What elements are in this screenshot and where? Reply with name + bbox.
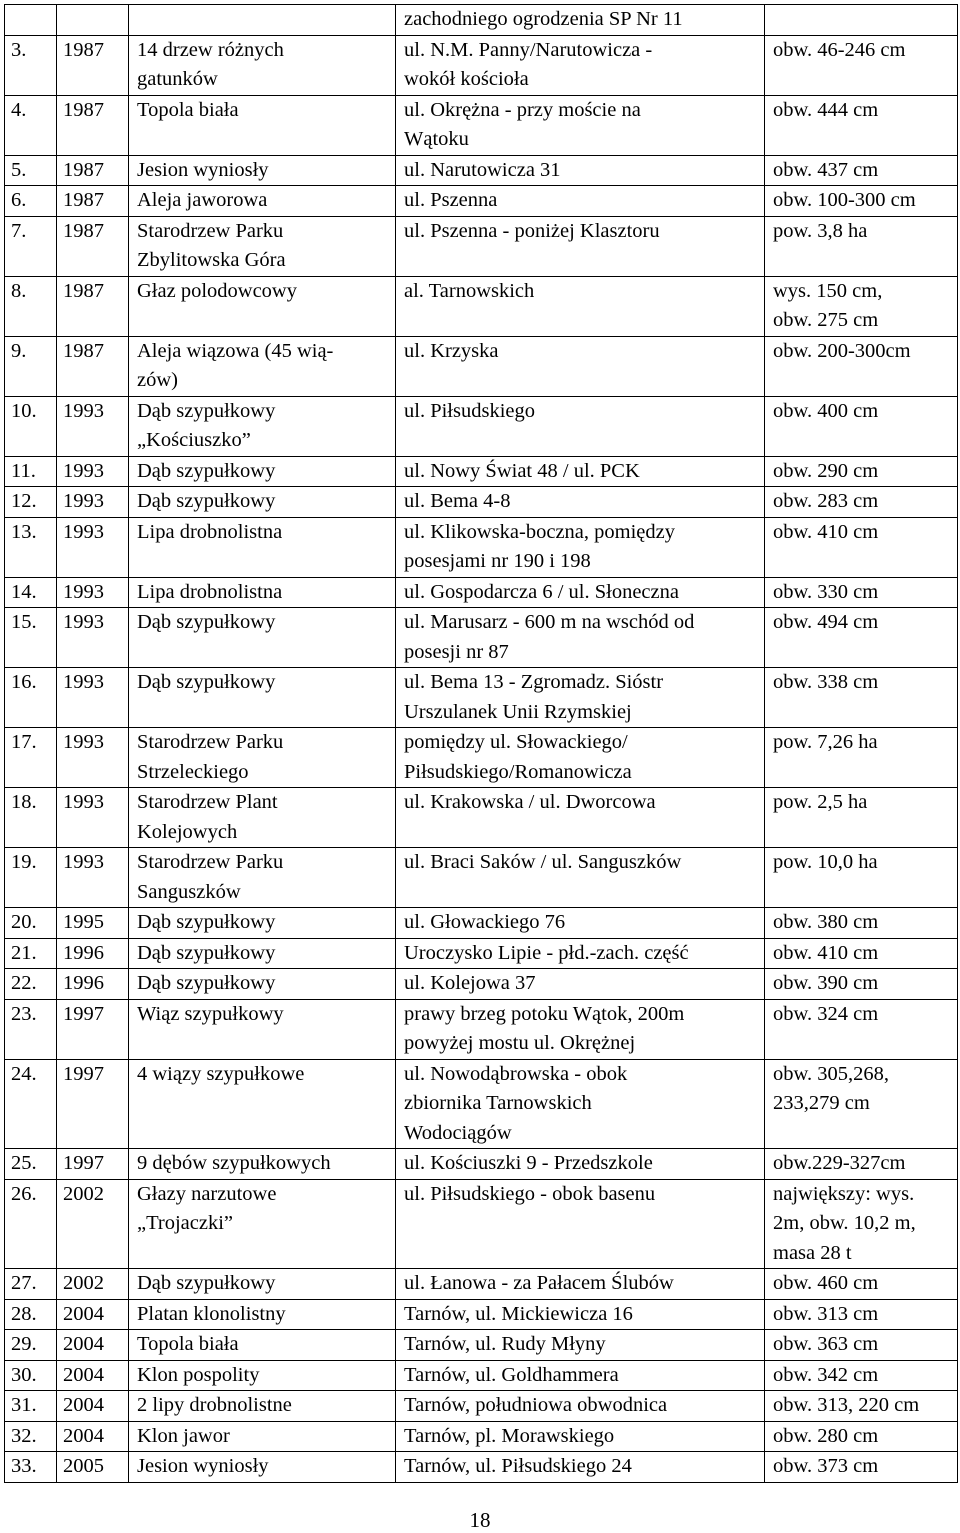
monument-name-cell [129,5,396,36]
dimensions-cell: pow. 7,26 ha [765,728,958,788]
dimensions-cell: obw. 330 cm [765,577,958,608]
table-row [5,5,958,36]
dimensions-cell: obw. 338 cm [765,668,958,728]
monuments-table-container [4,4,957,1483]
row-number-cell: 22. [5,969,57,1000]
location-cell: Uroczysko Lipie - płd.-zach. część [396,938,765,969]
year-cell: 1993 [57,456,129,487]
monument-name-cell: 14 drzew różnych gatunków [129,35,396,95]
year-cell: 1997 [57,1059,129,1149]
location-cell: ul. Gospodarcza 6 / ul. Słoneczna [396,577,765,608]
dimensions-cell: obw. 400 cm [765,396,958,456]
year-cell: 1987 [57,276,129,336]
location-cell: ul. Pszenna [396,186,765,217]
dimensions-cell: obw. 342 cm [765,1360,958,1391]
monument-name-cell: Aleja jaworowa [129,186,396,217]
monument-name-cell: Dąb szypułkowy [129,487,396,518]
dimensions-cell: obw. 283 cm [765,487,958,518]
location-cell: ul. Łanowa - za Pałacem Ślubów [396,1269,765,1300]
year-cell: 1993 [57,608,129,668]
year-cell: 2002 [57,1179,129,1269]
table-body [5,5,958,1483]
location-cell: Tarnów, południowa obwodnica [396,1391,765,1422]
table-row [5,517,958,577]
dimensions-cell: obw. 460 cm [765,1269,958,1300]
monument-name-cell: Dąb szypułkowy [129,668,396,728]
row-number-cell: 8. [5,276,57,336]
dimensions-cell: obw. 380 cm [765,908,958,939]
row-number-cell: 4. [5,95,57,155]
table-row [5,155,958,186]
year-cell: 1993 [57,396,129,456]
location-cell: ul. Bema 4-8 [396,487,765,518]
location-cell: ul. Nowodąbrowska - obok zbiornika Tarnowskich Wodociągów [396,1059,765,1149]
dimensions-cell: obw. 46-246 cm [765,35,958,95]
location-cell: ul. Pszenna - poniżej Klasztoru [396,216,765,276]
location-cell: Tarnów, ul. Goldhammera [396,1360,765,1391]
table-row [5,276,958,336]
dimensions-cell: największy: wys. 2m, obw. 10,2 m, masa 28 t [765,1179,958,1269]
table-row [5,1299,958,1330]
table-row [5,1179,958,1269]
year-cell: 1987 [57,186,129,217]
monument-name-cell: Głazy narzutowe „Trojaczki” [129,1179,396,1269]
year-cell: 2004 [57,1330,129,1361]
table-row [5,1421,958,1452]
monument-name-cell: Starodrzew Parku Sanguszków [129,848,396,908]
monument-name-cell: Głaz polodowcowy [129,276,396,336]
row-number-cell: 7. [5,216,57,276]
row-number-cell: 14. [5,577,57,608]
dimensions-cell: wys. 150 cm, obw. 275 cm [765,276,958,336]
year-cell: 1993 [57,668,129,728]
monument-name-cell: Klon jawor [129,1421,396,1452]
row-number-cell: 33. [5,1452,57,1483]
location-cell: ul. Braci Saków / ul. Sanguszków [396,848,765,908]
year-cell: 1987 [57,95,129,155]
dimensions-cell: obw. 290 cm [765,456,958,487]
location-cell: ul. Bema 13 - Zgromadz. Sióstr Urszulanek Unii Rzymskiej [396,668,765,728]
year-cell: 1993 [57,517,129,577]
row-number-cell: 19. [5,848,57,908]
year-cell: 1997 [57,1149,129,1180]
location-cell: ul. Marusarz - 600 m na wschód od posesji nr 87 [396,608,765,668]
table-row [5,848,958,908]
row-number-cell: 9. [5,336,57,396]
location-cell: al. Tarnowskich [396,276,765,336]
location-cell: ul. Klikowska-boczna, pomiędzy posesjami nr 190 i 198 [396,517,765,577]
table-row [5,1149,958,1180]
table-row [5,1330,958,1361]
row-number-cell: 20. [5,908,57,939]
monument-name-cell: Starodrzew Plant Kolejowych [129,788,396,848]
dimensions-cell: obw. 410 cm [765,938,958,969]
table-row [5,788,958,848]
row-number-cell: 13. [5,517,57,577]
dimensions-cell: pow. 3,8 ha [765,216,958,276]
dimensions-cell: obw. 373 cm [765,1452,958,1483]
row-number-cell: 17. [5,728,57,788]
monument-name-cell: Dąb szypułkowy [129,908,396,939]
dimensions-cell: obw. 494 cm [765,608,958,668]
dimensions-cell: obw. 313 cm [765,1299,958,1330]
location-cell: ul. Krzyska [396,336,765,396]
row-number-cell: 3. [5,35,57,95]
row-number-cell [5,5,57,36]
row-number-cell: 5. [5,155,57,186]
row-number-cell: 28. [5,1299,57,1330]
location-cell: Tarnów, ul. Mickiewicza 16 [396,1299,765,1330]
dimensions-cell: pow. 10,0 ha [765,848,958,908]
table-row [5,728,958,788]
year-cell: 2005 [57,1452,129,1483]
year-cell: 2004 [57,1421,129,1452]
row-number-cell: 15. [5,608,57,668]
row-number-cell: 31. [5,1391,57,1422]
table-row [5,1452,958,1483]
location-cell: ul. Narutowicza 31 [396,155,765,186]
row-number-cell: 16. [5,668,57,728]
table-row [5,1391,958,1422]
row-number-cell: 24. [5,1059,57,1149]
year-cell: 1993 [57,487,129,518]
monument-name-cell: Platan klonolistny [129,1299,396,1330]
year-cell: 1995 [57,908,129,939]
table-row [5,35,958,95]
monument-name-cell: Dąb szypułkowy [129,608,396,668]
page-number: 18 [469,1508,491,1532]
dimensions-cell: obw.229-327cm [765,1149,958,1180]
row-number-cell: 26. [5,1179,57,1269]
dimensions-cell: obw. 363 cm [765,1330,958,1361]
monument-name-cell: Jesion wyniosły [129,155,396,186]
dimensions-cell: obw. 200-300cm [765,336,958,396]
dimensions-cell: obw. 444 cm [765,95,958,155]
year-cell: 2004 [57,1360,129,1391]
location-cell: ul. Krakowska / ul. Dworcowa [396,788,765,848]
location-cell: pomiędzy ul. Słowackiego/ Piłsudskiego/Romanowicza [396,728,765,788]
row-number-cell: 18. [5,788,57,848]
table-row [5,577,958,608]
location-cell: ul. Okrężna - przy moście na Wątoku [396,95,765,155]
table-row [5,1059,958,1149]
location-cell: ul. Kościuszki 9 - Przedszkole [396,1149,765,1180]
table-row [5,487,958,518]
dimensions-cell: obw. 324 cm [765,999,958,1059]
year-cell [57,5,129,36]
monument-name-cell: 9 dębów szypułkowych [129,1149,396,1180]
monument-name-cell: 2 lipy drobnolistne [129,1391,396,1422]
year-cell: 1996 [57,969,129,1000]
row-number-cell: 11. [5,456,57,487]
location-cell: prawy brzeg potoku Wątok, 200m powyżej mostu ul. Okrężnej [396,999,765,1059]
monument-name-cell: Klon pospolity [129,1360,396,1391]
monument-name-cell: Topola biała [129,1330,396,1361]
year-cell: 1993 [57,577,129,608]
location-cell: ul. N.M. Panny/Narutowicza - wokół kościoła [396,35,765,95]
table-row [5,95,958,155]
table-row [5,668,958,728]
row-number-cell: 27. [5,1269,57,1300]
table-row [5,216,958,276]
row-number-cell: 12. [5,487,57,518]
location-cell: ul. Piłsudskiego [396,396,765,456]
nature-monuments-table [4,4,958,1483]
year-cell: 1997 [57,999,129,1059]
table-row [5,908,958,939]
table-row [5,969,958,1000]
year-cell: 1993 [57,788,129,848]
location-cell: ul. Piłsudskiego - obok basenu [396,1179,765,1269]
table-row [5,1360,958,1391]
dimensions-cell: pow. 2,5 ha [765,788,958,848]
year-cell: 2004 [57,1299,129,1330]
monument-name-cell: Dąb szypułkowy [129,456,396,487]
table-row [5,186,958,217]
monument-name-cell: Dąb szypułkowy „Kościuszko” [129,396,396,456]
year-cell: 1996 [57,938,129,969]
monument-name-cell: Aleja wiązowa (45 wią- zów) [129,336,396,396]
year-cell: 2002 [57,1269,129,1300]
location-cell: zachodniego ogrodzenia SP Nr 11 [396,5,765,36]
monument-name-cell: Jesion wyniosły [129,1452,396,1483]
monument-name-cell: Dąb szypułkowy [129,969,396,1000]
location-cell: Tarnów, ul. Rudy Młyny [396,1330,765,1361]
monument-name-cell: Dąb szypułkowy [129,938,396,969]
dimensions-cell [765,5,958,36]
location-cell: Tarnów, ul. Piłsudskiego 24 [396,1452,765,1483]
dimensions-cell: obw. 410 cm [765,517,958,577]
row-number-cell: 21. [5,938,57,969]
row-number-cell: 23. [5,999,57,1059]
table-row [5,999,958,1059]
table-row [5,608,958,668]
table-row [5,456,958,487]
monument-name-cell: Topola biała [129,95,396,155]
location-cell: ul. Nowy Świat 48 / ul. PCK [396,456,765,487]
year-cell: 1987 [57,155,129,186]
dimensions-cell: obw. 100-300 cm [765,186,958,217]
row-number-cell: 29. [5,1330,57,1361]
year-cell: 1987 [57,216,129,276]
row-number-cell: 32. [5,1421,57,1452]
year-cell: 1993 [57,728,129,788]
monument-name-cell: Wiąz szypułkowy [129,999,396,1059]
location-cell: ul. Kolejowa 37 [396,969,765,1000]
monument-name-cell: Dąb szypułkowy [129,1269,396,1300]
location-cell: Tarnów, pl. Morawskiego [396,1421,765,1452]
dimensions-cell: obw. 305,268, 233,279 cm [765,1059,958,1149]
row-number-cell: 30. [5,1360,57,1391]
year-cell: 1993 [57,848,129,908]
table-row [5,938,958,969]
table-row [5,396,958,456]
year-cell: 2004 [57,1391,129,1422]
monument-name-cell: Starodrzew Parku Strzeleckiego [129,728,396,788]
dimensions-cell: obw. 313, 220 cm [765,1391,958,1422]
monument-name-cell: Starodrzew Parku Zbylitowska Góra [129,216,396,276]
row-number-cell: 25. [5,1149,57,1180]
monument-name-cell: Lipa drobnolistna [129,517,396,577]
dimensions-cell: obw. 390 cm [765,969,958,1000]
year-cell: 1987 [57,336,129,396]
table-row [5,336,958,396]
year-cell: 1987 [57,35,129,95]
dimensions-cell: obw. 280 cm [765,1421,958,1452]
monument-name-cell: Lipa drobnolistna [129,577,396,608]
location-cell: ul. Głowackiego 76 [396,908,765,939]
row-number-cell: 6. [5,186,57,217]
row-number-cell: 10. [5,396,57,456]
monument-name-cell: 4 wiązy szypułkowe [129,1059,396,1149]
dimensions-cell: obw. 437 cm [765,155,958,186]
table-row [5,1269,958,1300]
